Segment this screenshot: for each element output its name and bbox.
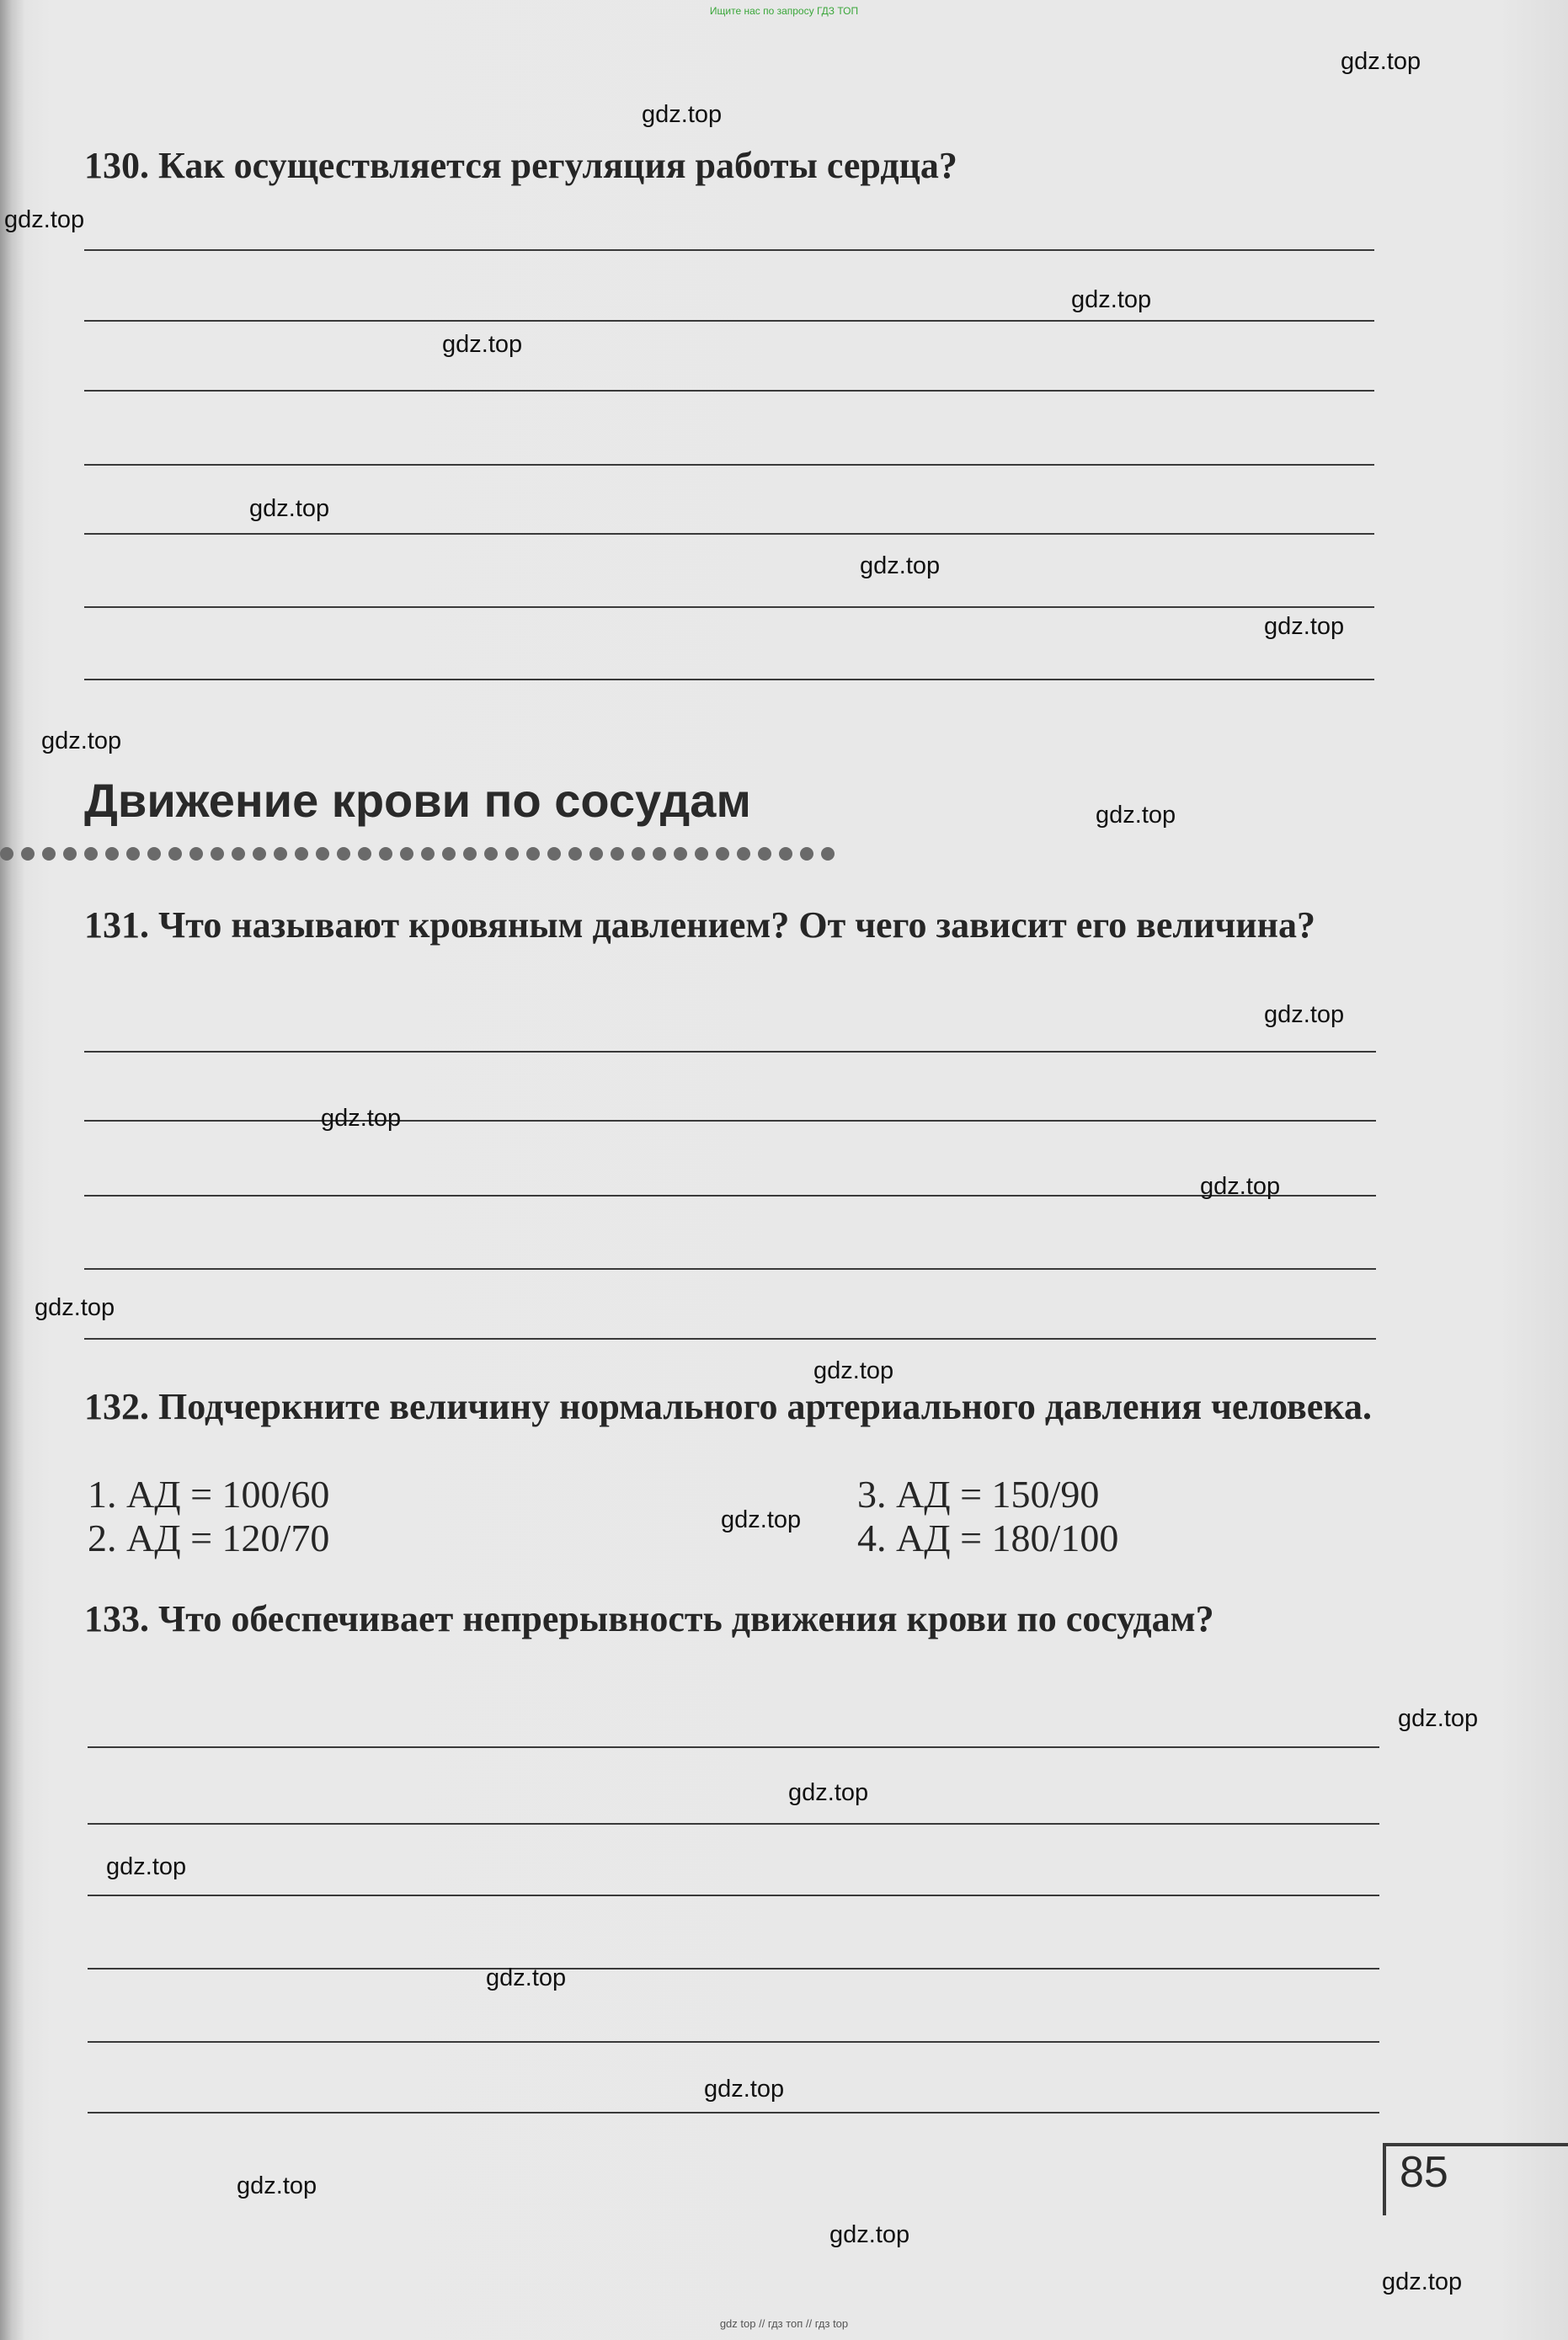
option-4[interactable]: 4. АД = 180/100: [857, 1516, 1119, 1559]
answer-line[interactable]: [88, 1895, 1379, 1896]
answer-line[interactable]: [84, 464, 1374, 466]
watermark: gdz.top: [1382, 2268, 1463, 2295]
answer-line[interactable]: [88, 1746, 1379, 1748]
watermark: gdz.top: [249, 495, 330, 522]
watermark: gdz.top: [1341, 48, 1421, 75]
section-divider-dots: [0, 845, 893, 862]
answer-line[interactable]: [84, 533, 1374, 535]
watermark: gdz.top: [1398, 1705, 1479, 1732]
watermark: gdz.top: [813, 1357, 894, 1384]
answer-line[interactable]: [84, 320, 1374, 322]
watermark: gdz.top: [486, 1964, 567, 1991]
watermark: gdz.top: [788, 1779, 869, 1806]
answer-line[interactable]: [84, 679, 1374, 680]
question-132: 132. Подчеркните величину нормального артериального давления человека.: [84, 1386, 1372, 1427]
watermark: gdz.top: [721, 1506, 802, 1533]
watermark: gdz.top: [237, 2172, 317, 2199]
answer-line[interactable]: [84, 390, 1374, 392]
watermark: gdz.top: [321, 1105, 402, 1132]
watermark: gdz.top: [1264, 613, 1345, 640]
watermark: gdz.top: [442, 331, 523, 358]
answer-line[interactable]: [88, 1823, 1379, 1825]
question-133: 133. Что обеспечивает непрерывность движения крови по сосудам?: [84, 1598, 1214, 1639]
answer-line[interactable]: [88, 2041, 1379, 2043]
question-131: 131. Что называют кровяным давлением? От чего зависит его величина?: [84, 904, 1315, 946]
answer-line[interactable]: [88, 2112, 1379, 2113]
answer-line[interactable]: [84, 606, 1374, 608]
answer-line[interactable]: [84, 1268, 1376, 1270]
top-banner[interactable]: Ищите нас по запросу ГДЗ ТОП: [709, 5, 859, 17]
watermark: gdz.top: [41, 728, 122, 754]
answer-line[interactable]: [84, 1338, 1376, 1340]
section-title: Движение крови по сосудам: [84, 774, 751, 827]
page-number: 85: [1400, 2148, 1448, 2197]
watermark: gdz.top: [4, 206, 85, 233]
watermark: gdz.top: [1071, 286, 1152, 313]
watermark: gdz.top: [1096, 802, 1176, 829]
watermark: gdz.top: [704, 2076, 785, 2103]
watermark: gdz.top: [1200, 1173, 1281, 1200]
bottom-banner[interactable]: gdz top // гдз топ // гдз top: [719, 2317, 849, 2330]
answer-line[interactable]: [84, 1051, 1376, 1053]
option-1[interactable]: 1. АД = 100/60: [88, 1473, 330, 1516]
watermark: gdz.top: [1264, 1001, 1345, 1028]
watermark: gdz.top: [642, 101, 723, 128]
watermark: gdz.top: [35, 1294, 115, 1321]
watermark: gdz.top: [829, 2221, 910, 2248]
question-130: 130. Как осуществляется регуляция работы сердца?: [84, 145, 957, 186]
answer-line[interactable]: [88, 1968, 1379, 1970]
answer-line[interactable]: [84, 1120, 1376, 1122]
answer-line[interactable]: [84, 1195, 1376, 1197]
option-2[interactable]: 2. АД = 120/70: [88, 1516, 330, 1559]
watermark: gdz.top: [860, 552, 941, 579]
watermark: gdz.top: [106, 1853, 187, 1880]
option-3[interactable]: 3. АД = 150/90: [857, 1473, 1100, 1516]
answer-line[interactable]: [84, 249, 1374, 251]
